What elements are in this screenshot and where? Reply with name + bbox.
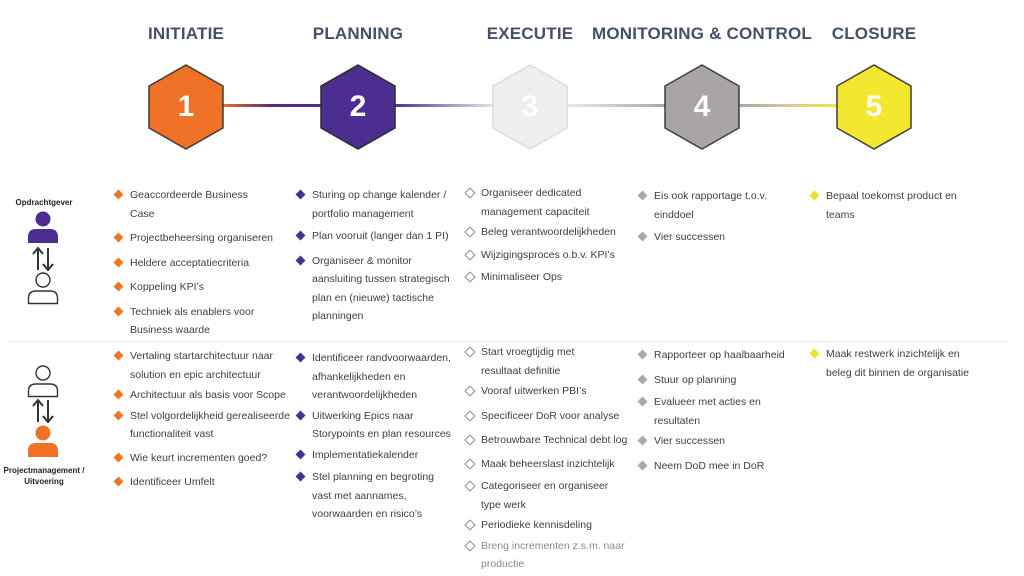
list-item: Minimaliseer Ops — [465, 268, 625, 287]
person-outline-icon — [27, 364, 59, 398]
bottom-monitoring-list — [638, 346, 798, 475]
bullet-diamond-outline-icon — [464, 249, 475, 260]
bullet-diamond-yellow-icon — [810, 349, 820, 359]
connector-3-4 — [566, 104, 666, 107]
list-item: Organiseer & monitor aansluiting tussen strategisch plan en (nieuwe) tactische planningen — [296, 252, 462, 326]
list-item: Koppeling KPI’s — [114, 278, 274, 297]
bullet-diamond-purple-icon — [296, 190, 306, 200]
bullet-diamond-grey-icon — [638, 350, 648, 360]
list-item: Periodieke kennisdeling — [465, 516, 637, 535]
list-item: Vier successen — [638, 432, 798, 451]
bullet-diamond-outline-icon — [464, 346, 475, 357]
list-item: Stel planning en begroting vast met aannames, voorwaarden en risico’s — [296, 468, 452, 524]
phase-hexagon-1 — [148, 64, 224, 150]
connector-4-5 — [738, 104, 838, 107]
top-initiatie-list — [114, 186, 274, 340]
phase-title-executie: EXECUTIE — [486, 24, 574, 43]
list-item: Projectbeheersing organiseren — [114, 229, 274, 248]
bullet-diamond-purple-icon — [296, 231, 306, 241]
connector-1-2 — [222, 104, 322, 107]
list-item: Betrouwbare Technical debt log — [465, 431, 637, 450]
bullet-diamond-outline-icon — [464, 271, 475, 282]
top-monitoring-list — [638, 187, 778, 247]
phase-title-planning: PLANNING — [312, 24, 404, 43]
list-item: Categoriseer en organiseer type werk — [465, 477, 629, 514]
bottom-closure-list — [810, 345, 990, 382]
phase-number-2: 2 — [349, 90, 367, 123]
phase-number-4: 4 — [693, 90, 711, 123]
phase-number-3: 3 — [521, 90, 539, 123]
phase-number-5: 5 — [865, 90, 883, 123]
person-filled-orange-icon — [27, 424, 59, 458]
role-label-projectmanagement: Projectmanagement / Uitvoering — [3, 466, 85, 486]
list-item: Identificeer Umfelt — [114, 473, 289, 492]
connector-2-3 — [394, 104, 494, 107]
list-item: Bepaal toekomst product en teams — [810, 187, 968, 224]
bullet-diamond-outline-icon — [464, 226, 475, 237]
list-item: Eis ook rapportage t.o.v. einddoel — [638, 187, 772, 224]
bullet-diamond-purple-icon — [296, 410, 306, 420]
phase-hexagon-2 — [320, 64, 396, 150]
list-item: Uitwerking Epics naar Storypoints en plan resources — [296, 407, 464, 444]
phase-hexagon-5 — [836, 64, 912, 150]
bullet-diamond-orange-icon — [114, 410, 124, 420]
list-item: Geaccordeerde Business Case — [114, 186, 274, 223]
phase-hexagon-4 — [664, 64, 740, 150]
list-item: Beleg verantwoordelijkheden — [465, 223, 625, 242]
bullet-diamond-orange-icon — [114, 233, 124, 243]
bullet-diamond-grey-icon — [638, 436, 648, 446]
top-planning-list — [296, 186, 456, 326]
list-item: Implementatiekalender — [296, 446, 461, 465]
bullet-diamond-orange-icon — [114, 390, 124, 400]
bullet-diamond-outline-icon — [464, 458, 475, 469]
bottom-initiatie-list — [114, 347, 289, 492]
bullet-diamond-purple-icon — [296, 472, 306, 482]
list-item: Sturing op change kalender / portfolio management — [296, 186, 456, 223]
bullet-diamond-orange-icon — [114, 351, 124, 361]
bullet-diamond-orange-icon — [114, 282, 124, 292]
bullet-diamond-orange-icon — [114, 452, 124, 462]
list-item: Breng incrementen z.s.m. naar productie — [465, 537, 636, 574]
bullet-diamond-purple-icon — [296, 449, 306, 459]
list-item: Wie keurt incrementen goed? — [114, 449, 289, 468]
phase-title-closure: CLOSURE — [831, 24, 917, 43]
list-item: Architectuur als basis voor Scope — [114, 386, 289, 405]
list-item: Techniek als enablers voor Business waarde — [114, 303, 270, 340]
bullet-diamond-grey-icon — [638, 374, 648, 384]
role-label-opdrachtgever: Opdrachtgever — [15, 198, 73, 207]
swap-arrows-icon — [31, 398, 55, 424]
list-item: Maak beheerslast inzichtelijk — [465, 455, 637, 474]
bullet-diamond-grey-icon — [638, 397, 648, 407]
list-item: Specificeer DoR voor analyse — [465, 407, 637, 426]
list-item: Vier successen — [638, 228, 778, 247]
bullet-diamond-outline-icon — [464, 540, 475, 551]
bullet-diamond-yellow-icon — [810, 191, 820, 201]
bullet-diamond-outline-icon — [464, 385, 475, 396]
bottom-planning-list — [296, 349, 461, 524]
phase-title-monitoring: MONITORING & CONTROL — [592, 24, 812, 43]
bullet-diamond-purple-icon — [296, 255, 306, 265]
phase-number-1: 1 — [177, 90, 195, 123]
bullet-diamond-orange-icon — [114, 190, 124, 200]
list-item: Identificeer randvoorwaarden, afhankelijkheden en verantwoordelijkheden — [296, 349, 462, 405]
phase-hexagon-3 — [492, 64, 568, 150]
bullet-diamond-outline-icon — [464, 434, 475, 445]
top-executie-list — [465, 184, 625, 287]
list-item: Plan vooruit (langer dan 1 PI) — [296, 227, 456, 246]
bullet-diamond-outline-icon — [464, 480, 475, 491]
bullet-diamond-orange-icon — [114, 477, 124, 487]
list-item: Stel volgordelijkheid gerealiseerde functionaliteit vast — [114, 407, 290, 444]
person-outline-icon — [27, 271, 59, 305]
bullet-diamond-grey-icon — [638, 232, 648, 242]
bullet-diamond-outline-icon — [464, 410, 475, 421]
row-divider — [8, 341, 1008, 342]
list-item: Organiseer dedicated management capaciteit — [465, 184, 611, 221]
person-filled-purple-icon — [27, 210, 59, 244]
list-item: Start vroegtijdig met resultaat definitie — [465, 343, 597, 380]
bullet-diamond-purple-icon — [296, 353, 306, 363]
list-item: Vooraf uitwerken PBI’s — [465, 382, 637, 401]
list-item: Evalueer met acties en resultaten — [638, 393, 779, 430]
top-closure-list — [810, 187, 980, 224]
bullet-diamond-outline-icon — [464, 519, 475, 530]
bullet-diamond-grey-icon — [638, 460, 648, 470]
phase-title-initiatie: INITIATIE — [147, 24, 225, 43]
bullet-diamond-grey-icon — [638, 191, 648, 201]
bullet-diamond-orange-icon — [114, 306, 124, 316]
list-item: Heldere acceptatiecriteria — [114, 254, 274, 273]
list-item: Neem DoD mee in DoR — [638, 457, 798, 476]
list-item: Wijzigingsproces o.b.v. KPI’s — [465, 246, 625, 265]
list-item: Rapporteer op haalbaarheid — [638, 346, 798, 365]
swap-arrows-icon — [31, 246, 55, 272]
bullet-diamond-orange-icon — [114, 257, 124, 267]
list-item: Stuur op planning — [638, 371, 798, 390]
list-item: Vertaling startarchitectuur naar solution en epic architectuur — [114, 347, 290, 384]
bullet-diamond-outline-icon — [464, 187, 475, 198]
bottom-executie-list — [465, 343, 637, 574]
list-item: Maak restwerk inzichtelijk en beleg dit binnen de organisatie — [810, 345, 986, 382]
